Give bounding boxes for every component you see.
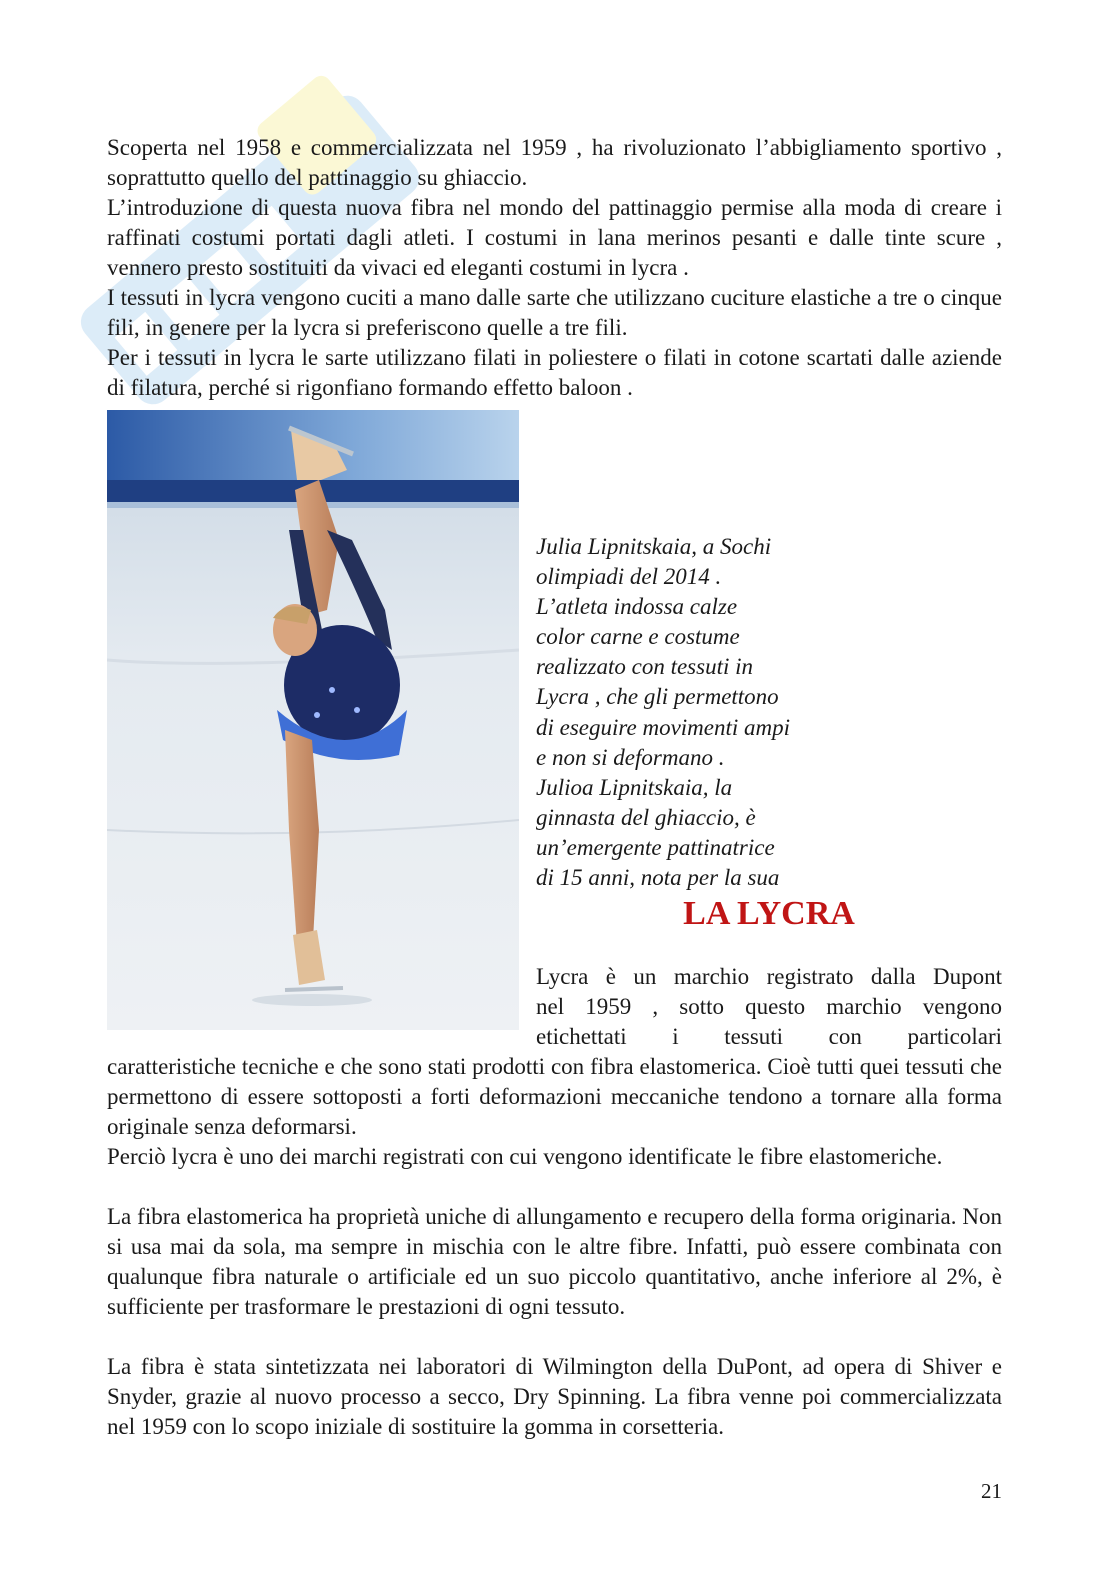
caption-line: olimpiadi del 2014 . [536,564,722,590]
caption-line: realizzato con tessuti in [536,654,754,680]
intro-paragraph-2: L’introduzione di questa nuova fibra nel mondo del pattinaggio permise alla moda di creare i raffinati costumi portati dagli atleti. I costumi in lana merinos pesanti e dalle tinte scure , vennero presto sostituiti da vivaci ed eleganti costumi in lycra . [107,195,1002,280]
caption-line: ginnasta del ghiaccio, è [536,804,756,830]
figure-skater-photo [107,410,519,1030]
caption-line: e non si deformano . [536,744,725,770]
intro-paragraph-1: Scoperta nel 1958 e commercializzata nel 1959 , ha rivoluzionato l’abbigliamento sportivo , soprattutto quello del pattinaggio su ghiaccio. [107,135,1002,190]
wrap-line: nel 1959 , sotto questo marchio vengono [536,994,1002,1019]
wrap-line: etichettati i tessuti con particolari [536,1024,1002,1049]
body-paragraph-continuation: caratteristiche tecniche e che sono stati prodotti con fibra elastomerica. Cioè tutti quei tessuti che permettono di essere sottoposti a forti deformazioni meccaniche tendono a tornare alla forma originale senza deformarsi. [107,1054,1002,1139]
caption-line: Julia Lipnitskaia, a Sochi [536,534,772,559]
section-title: LA LYCRA [683,895,855,932]
photo-caption [536,532,846,893]
caption-line: di 15 anni, nota per la sua [536,865,780,891]
intro-paragraph-4: Per i tessuti in lycra le sarte utilizzano filati in poliestere o filati in cotone scartati dalle aziende di filatura, perché si rigonfiano formando effetto baloon . [107,345,1002,400]
wrap-line: Lycra è un marchio registrato dalla Dupont [536,964,1002,989]
caption-line: Lycra , che gli permettono [536,684,779,710]
caption-line: Julioa Lipnitskaia, la [536,774,733,800]
intro-paragraph-3: I tessuti in lycra vengono cuciti a mano dalle sarte che utilizzano cuciture elastiche a tre o cinque fili, in genere per la lycra si preferiscono quelle a tre fili. [107,285,1002,340]
caption-line: L’atleta indossa calze [536,594,738,620]
page-number: 21 [981,1479,1002,1503]
caption-line: di eseguire movimenti ampi [536,714,791,740]
body-paragraph-1: Perciò lycra è uno dei marchi registrati con cui vengono identificate le fibre elastomeriche. [107,1144,943,1169]
caption-line: color carne e costume [536,624,740,650]
body-paragraph-2: La fibra elastomerica ha proprietà uniche di allungamento e recupero della forma originaria. Non si usa mai da sola, ma sempre in mischia con le altre fibre. Infatti, può essere combinata con qualunque fibra naturale o artificiale ed un suo piccolo quantitativo, anche inferiore al 2%, è sufficiente per trasformare le prestazioni di ogni tessuto. [107,1204,1002,1319]
caption-line: un’emergente pattinatrice [536,834,775,860]
body-paragraph-3: La fibra è stata sintetizzata nei laboratori di Wilmington della DuPont, ad opera di Shiver e Snyder, grazie al nuovo processo a secco, Dry Spinning. La fibra venne poi commercializzata nel 1959 con lo scopo iniziale di sostituire la gomma in corsetteria. [107,1354,1002,1439]
